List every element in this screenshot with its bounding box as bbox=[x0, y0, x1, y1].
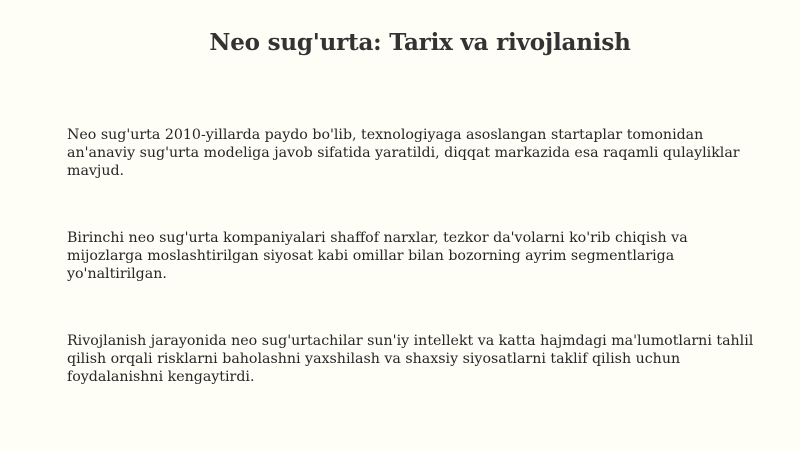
slide-title: Neo sug'urta: Tarix va rivojlanish bbox=[209, 29, 631, 56]
paragraph-history-origin: Neo sug'urta 2010-yillarda paydo bo'lib, texnologiyaga asoslangan startaplar tomonidan an'anaviy sug'urta modeliga javob sifatida yaratildi, diqqat markazida esa raqamli qulayliklar mavjud. bbox=[67, 127, 740, 179]
paragraph-first-companies: Birinchi neo sug'urta kompaniyalari shaffof narxlar, tezkor da'volarni ko'rib chiqish va mijozlarga moslashtirilgan siyosat kabi omillar bilan bozorning ayrim segmentlariga yo'naltirilgan. bbox=[67, 230, 688, 282]
paragraph-development: Rivojlanish jarayonida neo sug'urtachilar sun'iy intellekt va katta hajmdagi ma'lumotlarni tahlil qilish orqali risklarni baholashni yaxshilash va shaxsiy siyosatlarni taklif qilish uchun foydalanishni kengaytirdi. bbox=[67, 333, 754, 385]
